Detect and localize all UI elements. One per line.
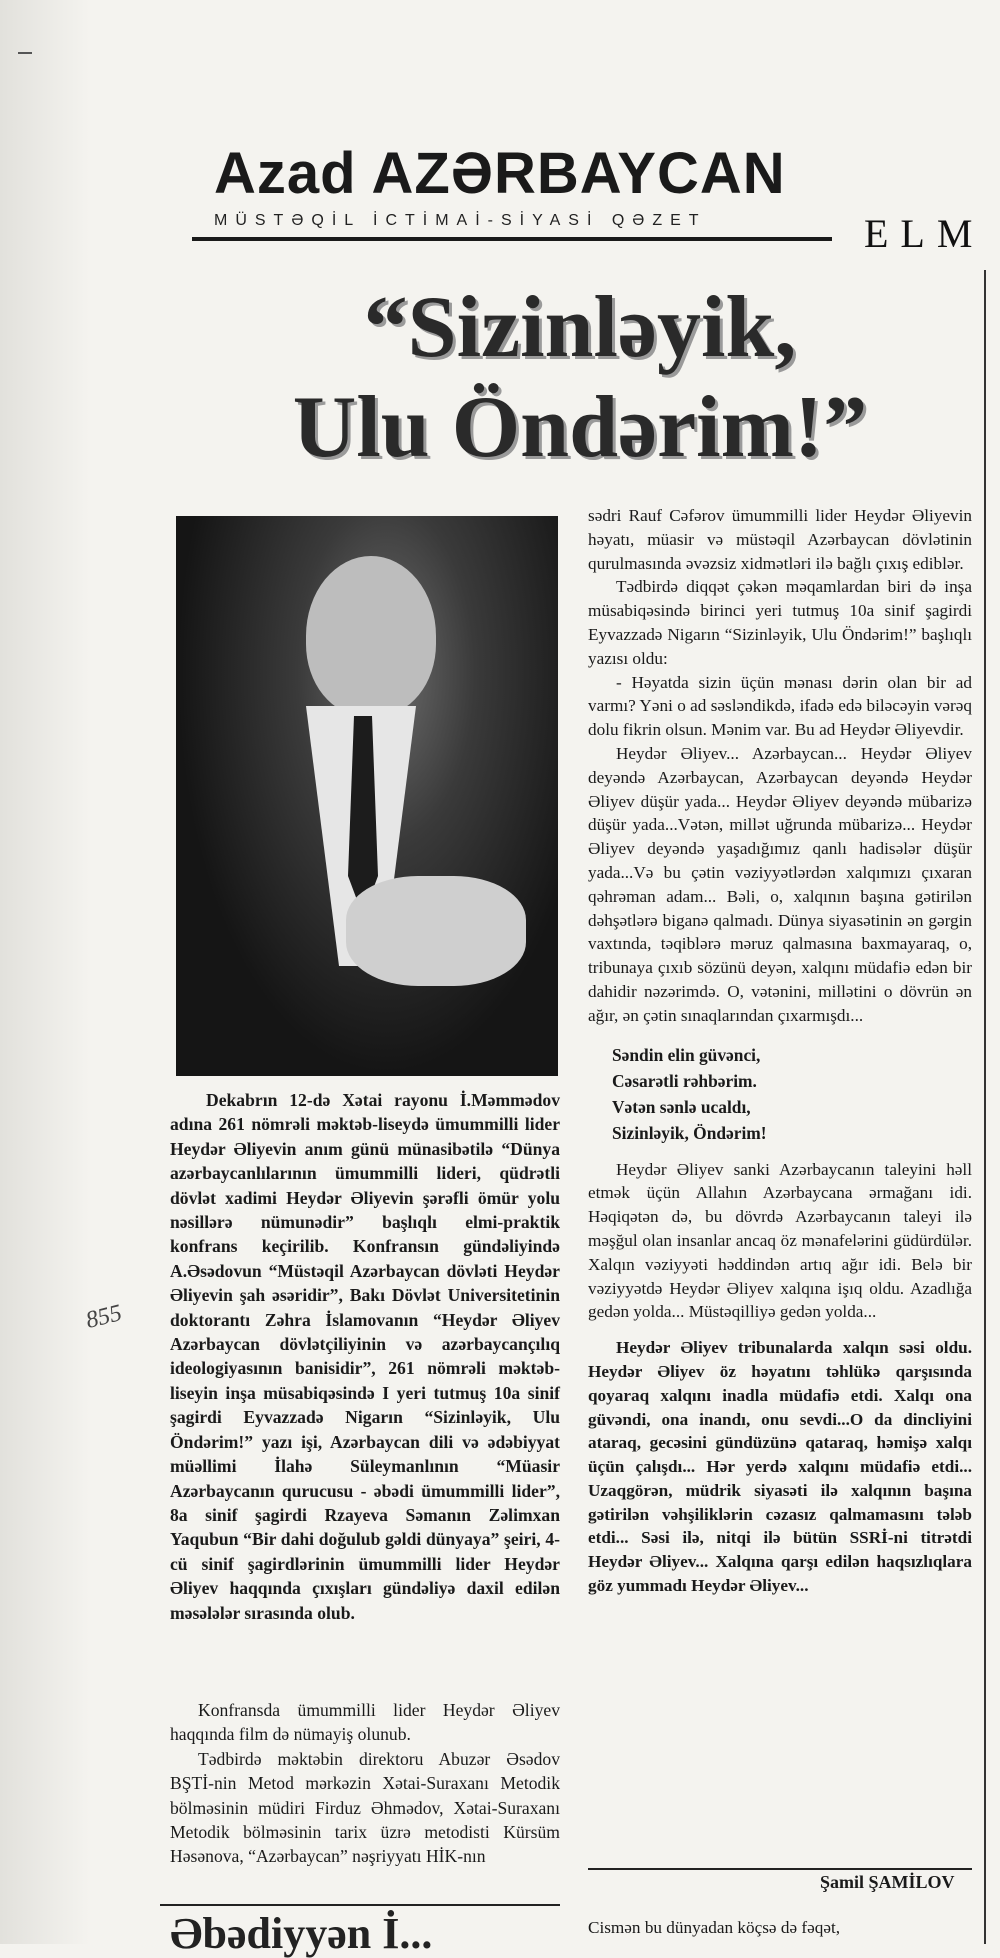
left-column [170, 1698, 560, 1869]
paragraph: Tədbirdə diqqət çəkən məqamlardan biri də inşa müsabiqəsində birinci yeri tutmuş 10a sinif şagirdi Eyvazzadə Nigarın “Sizinləyik, Ulu Öndərim!” başlıqlı yazısı oldu: [588, 577, 972, 668]
portrait-photo [176, 516, 558, 1076]
poem-line: Sizinləyik, Öndərim! [612, 1122, 767, 1143]
newspaper-title: Azad AZƏRBAYCAN [214, 141, 786, 206]
column-rule [984, 270, 986, 1944]
handwritten-note: 855 [83, 1300, 125, 1334]
margin-mark [18, 52, 32, 54]
masthead-rule [192, 237, 832, 241]
newspaper-subtitle: MÜSTƏQİL İCTİMAİ-SİYASİ QƏZET [214, 212, 707, 229]
paragraph: Heydər Əliyev... Azərbaycan... Heydər Əliyev deyəndə Azərbaycan, Azərbaycan deyəndə Heydər Əliyev düşür yada... Heydər Əliyev deyəndə mübarizə düşür yada...Vətən, millət uğrunda mübarizə... Heydər Əliyev deyəndə yaşadığımız qanlı hadisələr düşür yada...Və bu çətin vəziyyətlərdən xalqımızı çıxaran qəhrəman adam... Bəli, o, xalqının başına gətirilən dəhşətlərə biganə qalmadı. Dünya siyasətinin ən gərgin vaxtında, təqiblərə məruz qalmasına baxmayaraq, o, tribunaya çıxıb sözünü deyən, xalqını müdafiə edən bir dahidir nəzərimdə. O, vətənini, millətini o dövrün ən ağır, ən çətin sınaqlarından çıxarmışdı... [588, 743, 972, 1025]
headline-line-2: Ulu Öndərim!” [292, 379, 868, 476]
photo-hands-shape [346, 876, 526, 986]
next-article-text: Cismən bu dünyadan köçsə də fəqət, [588, 1918, 841, 1937]
caption-text: Dekabrın 12-də Xətai rayonu İ.Məmmədov adına 261 nömrəli məktəb-liseydə ümummilli lider Heydər Əliyevin anım günü münasibətilə “Dünya azərbaycanlılarının ümummilli lideri, qüdrətli dövlət xadimi Heydər Əliyevin şərəfli ömür yolu nəsillərə nümunədir” başlıqlı elmi-praktik konfrans keçirilib. Konfransın gündəliyində A.Əsədovun “Müstəqil Azərbaycan dövləti Heydər Əliyevin şah əsəridir”, Bakı Dövlət Universitetinin doktorantı Zəhra İslamovanın “Heydər Əliyev Azərbaycan dövlətçiliyinin və azərbaycançılıq ideologiyasının banisidir”, 261 nömrəli məktəb-liseyin inşa müsabiqəsində I yeri tutmuş 10a sinif şagirdi Eyvazzadə Nigarın “Sizinləyik, Ulu Öndərim!” yazı işi, Azərbaycan dili və ədəbiyyat müəllimi İlahə Süleymanlının “Müasir Azərbaycanın qurucusu - əbədi ümummilli lider”, 8a sinif şagirdi Rzayeva Səmanın Zəlimxan Yaqubun “Bir dahi doğulub gəldi dünyaya” şeiri, 4-cü sinif şagirdlərinin ümummilli lider Heydər Əliyev haqqında çıxışları gündəliyə daxil edilən məsələlər sırasında olub. [170, 1090, 560, 1623]
article-headline [190, 278, 970, 478]
next-article-headline: Əbədiyyən İ... [170, 1909, 433, 1958]
photo-caption [170, 1088, 560, 1625]
poem-line: Cəsarətli rəhbərim. [612, 1070, 757, 1091]
page-edge [0, 0, 90, 1944]
photo-head-shape [306, 556, 436, 716]
paragraph: - Həyatda sizin üçün mənası dərin olan bir ad varmı? Yəni o ad səsləndikdə, ifadə edə biləcəyin vərəq dolu fikrin olsun. Mənim var. Bu ad Heydər Əliyevdir. [588, 672, 972, 740]
poem-line: Vətən sənlə ucaldı, [612, 1096, 751, 1117]
signature-rule [588, 1868, 972, 1870]
next-article-rule [160, 1904, 560, 1906]
paragraph: sədri Rauf Cəfərov ümummilli lider Heydər Əliyevin həyatı, müasir və müstəqil Azərbaycan dövlətinin qurulmasında əvəzsiz xidmətləri ilə bağlı çıxış ediblər. [588, 506, 972, 573]
poem-line: Səndin elin güvənci, [612, 1044, 761, 1065]
headline-line-1: “Sizinləyik, [363, 279, 797, 376]
paragraph: Tədbirdə məktəbin direktoru Abuzər Əsədov BŞTİ-nin Metod mərkəzin Xətai-Suraxanı Metodik bölməsinin müdiri Firduz Əhmədov, Xətai-Suraxanı Metodik bölməsinin tarix üzrə metodisti Kürsüm Həsənova, “Azərbaycan” nəşriyyatı HİK-nın [170, 1748, 560, 1867]
author-signature: Şamil ŞAMİLOV [820, 1872, 955, 1892]
right-column [588, 504, 972, 1598]
paragraph: Konfransda ümummilli lider Heydər Əliyev haqqında film də nümayiş olunub. [170, 1700, 560, 1745]
poem [612, 1042, 972, 1146]
paragraph: Heydər Əliyev tribunalarda xalqın səsi oldu. Heydər Əliyev öz həyatını təhlükə qarşısında qoyaraq xalqını inadla müdafiə etdi. Xalqı ona güvəndi, ona inandı, onu sevdi...O da dincliyini ataraq, gecəsini gündüzünə qataraq, həmişə xalqı üçün çalışdı... Hər yerdə xalqını müdafiə etdi... Uzaqgörən, müdrik siyasəti ilə xalqının başına gətirilən vəhşiliklərin cəzasız qalmamasını tələb etdi... Səsi ilə, nitqi ilə bütün SSRİ-ni titrətdi Heydər Əliyev... Xalqına qarşı edilən haqsızlıqlara göz yummadı Heydər Əliyev... [588, 1338, 972, 1596]
section-label: ELM [864, 211, 985, 256]
paragraph: Heydər Əliyev sanki Azərbaycanın taleyini həll etmək üçün Allahın Azərbaycana ərmağanı idi. Həqiqətən də, bu dövrdə Azərbaycanın taleyi ilə məşğul olan insanlar ancaq öz mənafelərini güdürdülər. Xalqın vəziyyəti həddindən artıq ağır idi. Belə bir vəziyyətdə Heydər Əliyev xalqına işıq oldu. Azadlığa gedən yolda... Müstəqilliyə gedən yolda... [588, 1159, 972, 1322]
